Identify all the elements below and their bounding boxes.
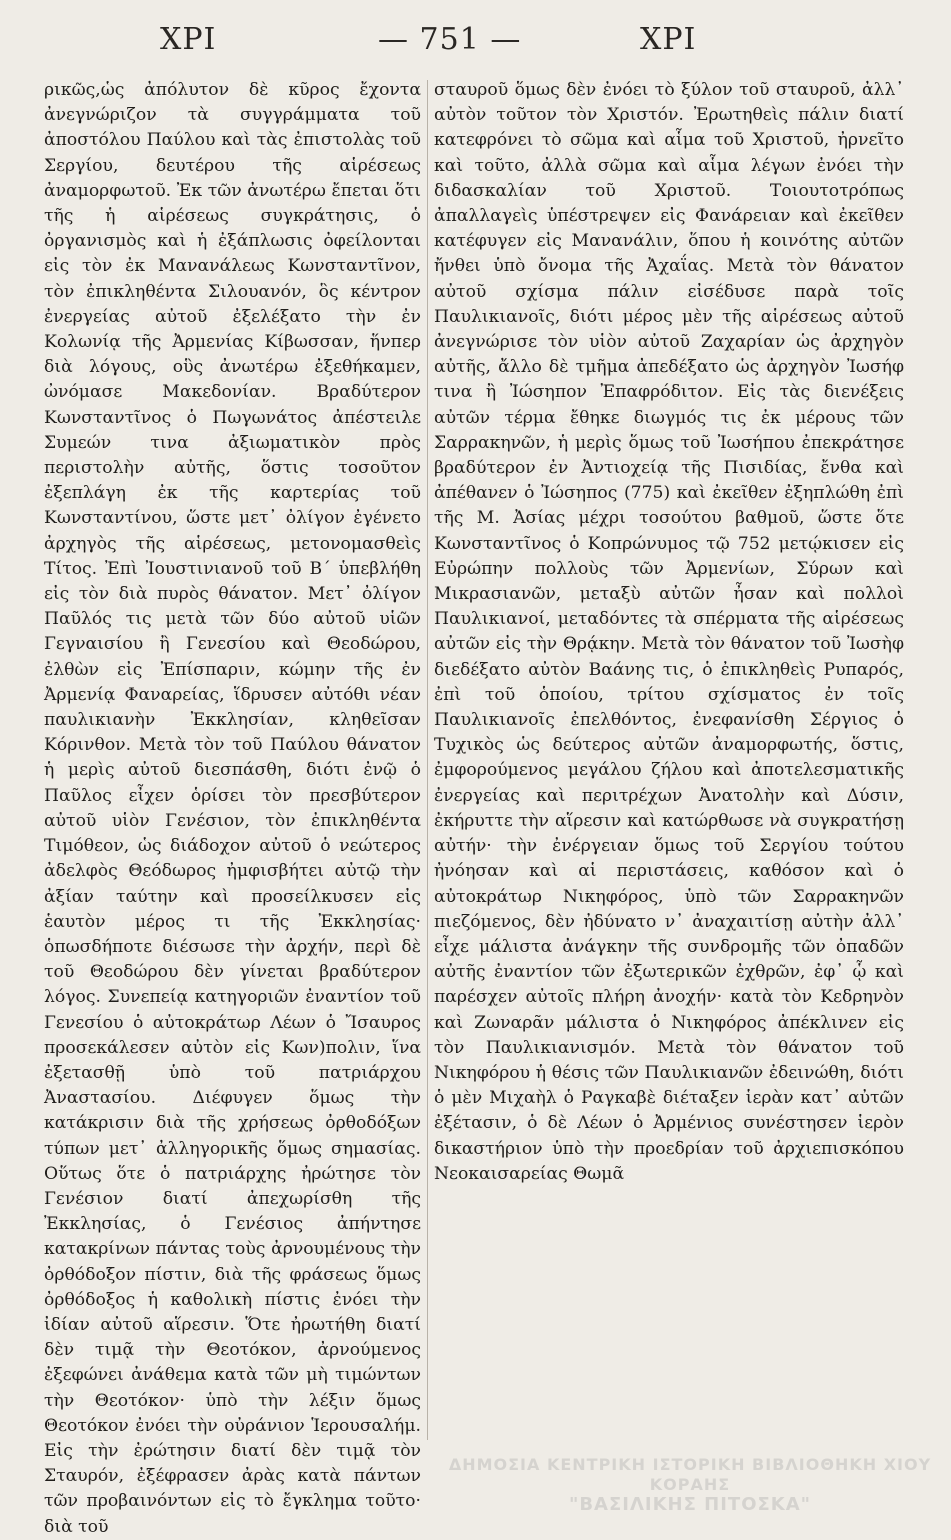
left-column-text: ρικῶς,ὡς ἀπόλυτον δὲ κῦρος ἔχοντα ἀνεγνώριζον τὰ συγγράμματα τοῦ ἀποστόλου Παύλου καὶ τὰς ἐπιστολὰς τοῦ Σεργίου, δευτέρου τῆς αἱρέσεως ἀναμορφωτοῦ. Ἐκ τῶν ἀνωτέρω ἔπεται ὅτι τῆς ἡ αἱρέσεως συγκράτησις, ὁ ὀργανισμὸς καὶ ἡ ἐξάπλωσις ὀφείλονται εἰς τὸν ἐκ Μανανάλεως Κωνσταντῖνον, τὸν ἐπικληθέντα Σιλουανόν, ὃς κέντρον ἐνεργείας αὐτοῦ ἐξελέξατο τὴν ἐν Κολωνίᾳ τῆς Ἀρμενίας Κίβωσσαν, ἥνπερ διὰ λόγους, οὓς ἀνωτέρω ἐξεθήκαμεν, ὠνόμασε Μακεδονίαν. Βραδύτερον Κωνσταντῖνος ὁ Πωγωνάτος ἀπέστειλε Συμεών τινα ἀξιωματικὸν πρὸς περιστολὴν αὐτῆς, ὅστις τοσοῦτον ἐξεπλάγη ἐκ τῆς καρτερίας τοῦ Κωνσταντίνου, ὥστε μετ᾽ ὀλίγον ἐγένετο ἀρχηγὸς τῆς αἱρέσεως, μετονομασθεὶς Τίτος. Ἐπὶ Ἰουστινιανοῦ τοῦ Β´ ὑπεβλήθη εἰς τὸν διὰ πυρὸς θάνατον. Μετ᾽ ὀλίγον Παῦλός τις μετὰ τῶν δύο αὐτοῦ υἱῶν Γεγναισίου ἢ Γενεσίου καὶ Θεοδώρου, ἐλθὼν εἰς Ἐπίσπαριν, κώμην τῆς ἐν Ἀρμενίᾳ Φαναρείας, ἵδρυσεν αὐτόθι νέαν παυλικιανὴν Ἐκκλησίαν, κληθεῖσαν Κόρινθον. Μετὰ τὸν τοῦ Παύλου θάνατον ἡ μερὶς αὐτοῦ διεσπάσθη, διότι ἐνῷ ὁ Παῦλος εἶχεν ὁρίσει τὸν πρεσβύτερον αὐτοῦ υἱὸν Γενέσιον, τὸν ἐπικληθέντα Τιμόθεον, ὡς διάδοχον αὐτοῦ ὁ νεώτερος ἀδελφὸς Θεόδωρος ἠμφισβήτει αὐτῷ τὴν ἀξίαν ταύτην καὶ προσείλκυσεν εἰς ἑαυτὸν μέρος τι τῆς Ἐκκλησίας· ὁπωσδήποτε διέσωσε τὴν ἀρχήν, περὶ δὲ τοῦ Θεοδώρου δὲν γίνεται βραδύτερον λόγος. Συνεπείᾳ κατηγοριῶν ἐναντίον τοῦ Γενεσίου ὁ αὐτοκράτωρ Λέων ὁ Ἴσαυρος προσεκάλεσεν αὐτὸν εἰς Κων)πολιν, ἵνα ἐξετασθῇ ὑπὸ τοῦ πατριάρχου Ἀναστασίου. Διέφυγεν ὅμως τὴν κατάκρισιν διὰ τῆς χρήσεως ὀρθοδόξων τύπων μετ᾽ ἀλληγορικῆς ὅμως σημασίας. Οὕτως ὅτε ὁ πατριάρχης ἠρώτησε τὸν Γενέσιον διατί ἀπεχωρίσθη τῆς Ἐκκλησίας, ὁ Γενέσιος ἀπήντησε κατακρίνων πάντας τοὺς ἀρνουμένους τὴν ὀρθόδοξον πίστιν, διὰ τῆς φράσεως ὅμως ὀρθόδοξος ἡ καθολικὴ πίστις ἐνόει τὴν ἰδίαν αὐτοῦ αἵρεσιν. Ὅτε ἠρωτήθη διατί δὲν τιμᾷ τὴν Θεοτόκον, ἀρνούμενος ἐξεφώνει ἀνάθεμα κατὰ τῶν μὴ τιμώντων τὴν Θεοτόκον· ὑπὸ τὴν λέξιν ὅμως Θεοτόκον ἐνόει τὴν οὐράνιον Ἱερουσαλήμ. Εἰς τὴν ἐρώτησιν διατί δὲν τιμᾷ τὸν Σταυρόν, ἐξέφρασεν ἀρὰς κατὰ πάντων τῶν προβαινόντων εἰς τὸ ἔγκλημα τοῦτο· διὰ τοῦ: [44, 80, 421, 1537]
page-number: — 751 —: [378, 22, 522, 57]
left-column: [44, 78, 421, 1537]
right-column-text: σταυροῦ ὅμως δὲν ἐνόει τὸ ξύλον τοῦ σταυροῦ, ἀλλ᾽ αὐτὸν τοῦτον τὸν Χριστόν. Ἐρωτηθεὶς πάλιν διατί κατεφρόνει τὸ σῶμα καὶ αἷμα τοῦ Χριστοῦ, ἠρνεῖτο καὶ τοῦτο, ἀλλὰ σῶμα καὶ αἷμα λέγων ἐνόει τὴν διδασκαλίαν τοῦ Χριστοῦ. Τοιουτοτρόπως ἀπαλλαγεὶς ὑπέστρεψεν εἰς Φανάρειαν καὶ ἐκεῖθεν κατέφυγεν εἰς Μανανάλιν, ὅπου ἡ κοινότης αὐτῶν ἤνθει ὑπὸ ὄνομα τῆς Ἀχαΐας. Μετὰ τὸν θάνατον αὐτοῦ σχίσμα πάλιν εἰσέδυσε παρὰ τοῖς Παυλικιανοῖς, διότι μέρος μὲν τῆς αἱρέσεως αὐτοῦ ἀνεγνώρισε τὸν υἱὸν αὐτοῦ Ζαχαρίαν ὡς ἀρχηγὸν αὐτῆς, ἄλλο δὲ τμῆμα ἀπεδέξατο ὡς ἀρχηγὸν Ἰωσήφ τινα ἢ Ἰώσηπον Ἐπαφρόδιτον. Εἰς τὰς διενέξεις αὐτῶν τέρμα ἔθηκε διωγμός τις ἐκ μέρους τῶν Σαρρακηνῶν, ἡ μερὶς ὅμως τοῦ Ἰωσήπου ἐπεκράτησε βραδύτερον ἐν Ἀντιοχείᾳ τῆς Πισιδίας, ἔνθα καὶ ἀπέθανεν ὁ Ἰώσηπος (775) καὶ ἐκεῖθεν ἐξηπλώθη ἐπὶ τῆς Μ. Ἀσίας μέχρι τοσούτου βαθμοῦ, ὥστε ὅτε Κωνσταντῖνος ὁ Κοπρώνυμος τῷ 752 μετῴκισεν εἰς Εὐρώπην πολλοὺς τῶν Ἀρμενίων, Σύρων καὶ Μικρασιανῶν, μεταξὺ αὐτῶν ἦσαν καὶ πολλοὶ Παυλικιανοί, μεταδόντες τὰ σπέρματα τῆς αἱρέσεως αὐτῶν εἰς τὴν Θρᾴκην. Μετὰ τὸν θάνατον τοῦ Ἰωσὴφ διεδέξατο αὐτὸν Βαάνης τις, ὁ ἐπικληθεὶς Ρυπαρός, ἐπὶ τοῦ ὁποίου, τρίτου σχίσματος ἐν τοῖς Παυλικιανοῖς ἐπελθόντος, ἐνεφανίσθη Σέργιος ὁ Τυχικὸς ὡς δεύτερος αὐτῶν ἀναμορφωτής, ὅστις, ἐμφορούμενος μεγάλου ζήλου καὶ ἀποτελεσματικῆς ἐνεργείας καὶ περιτρέχων Ἀνατολὴν καὶ Δύσιν, ἐκήρυττε τὴν αἵρεσιν καὶ κατώρθωσε νὰ συγκρατήσῃ αὐτήν· τὴν ἐνέργειαν ὅμως τοῦ Σεργίου τούτου ἠνόησαν καὶ αἱ περιστάσεις, καθόσον καὶ ὁ αὐτοκράτωρ Νικηφόρος, ὑπὸ τῶν Σαρρακηνῶν πιεζόμενος, δὲν ἠδύνατο ν᾽ ἀναχαιτίσῃ αὐτὴν ἀλλ᾽ εἶχε μάλιστα ἀνάγκην τῆς συνδρομῆς τῶν ὀπαδῶν αὐτῆς ἐναντίον τῶν ἐξωτερικῶν ἐχθρῶν, ἐφ᾽ ᾧ καὶ παρέσχεν αὐτοῖς πλήρη ἀνοχήν· κατὰ τὸν Κεδρηνὸν καὶ Ζωναρᾶν μάλιστα ὁ Νικηφόρος ἀπέκλινεν εἰς τὸν Παυλικιανισμόν. Μετὰ τὸν θάνατον τοῦ Νικηφόρου ἡ θέσις τῶν Παυλικιανῶν ἐδεινώθη, διότι ὁ μὲν Μιχαὴλ ὁ Ραγκαβὲ διέταξεν ἱερὰν κατ᾽ αὐτῶν ἐξέτασιν, ὁ δὲ Λέων ὁ Ἀρμένιος συνέστησεν ἱερὸν δικαστήριον ὑπὸ τὴν προεδρίαν τοῦ ἀρχιεπισκόπου Νεοκαισαρείας Θωμᾶ: [434, 80, 904, 1184]
library-watermark: [430, 1455, 950, 1515]
column-divider: [427, 80, 428, 1440]
header-left-word: ΧΡΙ: [160, 22, 217, 57]
watermark-line-2: "ΒΑΣΙΛΙΚΗΣ ΠΙΤΟΣΚΑ": [568, 1494, 812, 1515]
right-column: [434, 78, 904, 1478]
running-header: [0, 22, 951, 62]
watermark-line-1: ΔΗΜΟΣΙΑ ΚΕΝΤΡΙΚΗ ΙΣΤΟΡΙΚΗ ΒΙΒΛΙΟΘΗΚΗ ΧΙΟΥ ΚΟΡΑΗΣ: [448, 1455, 932, 1494]
header-right-word: ΧΡΙ: [640, 22, 697, 57]
